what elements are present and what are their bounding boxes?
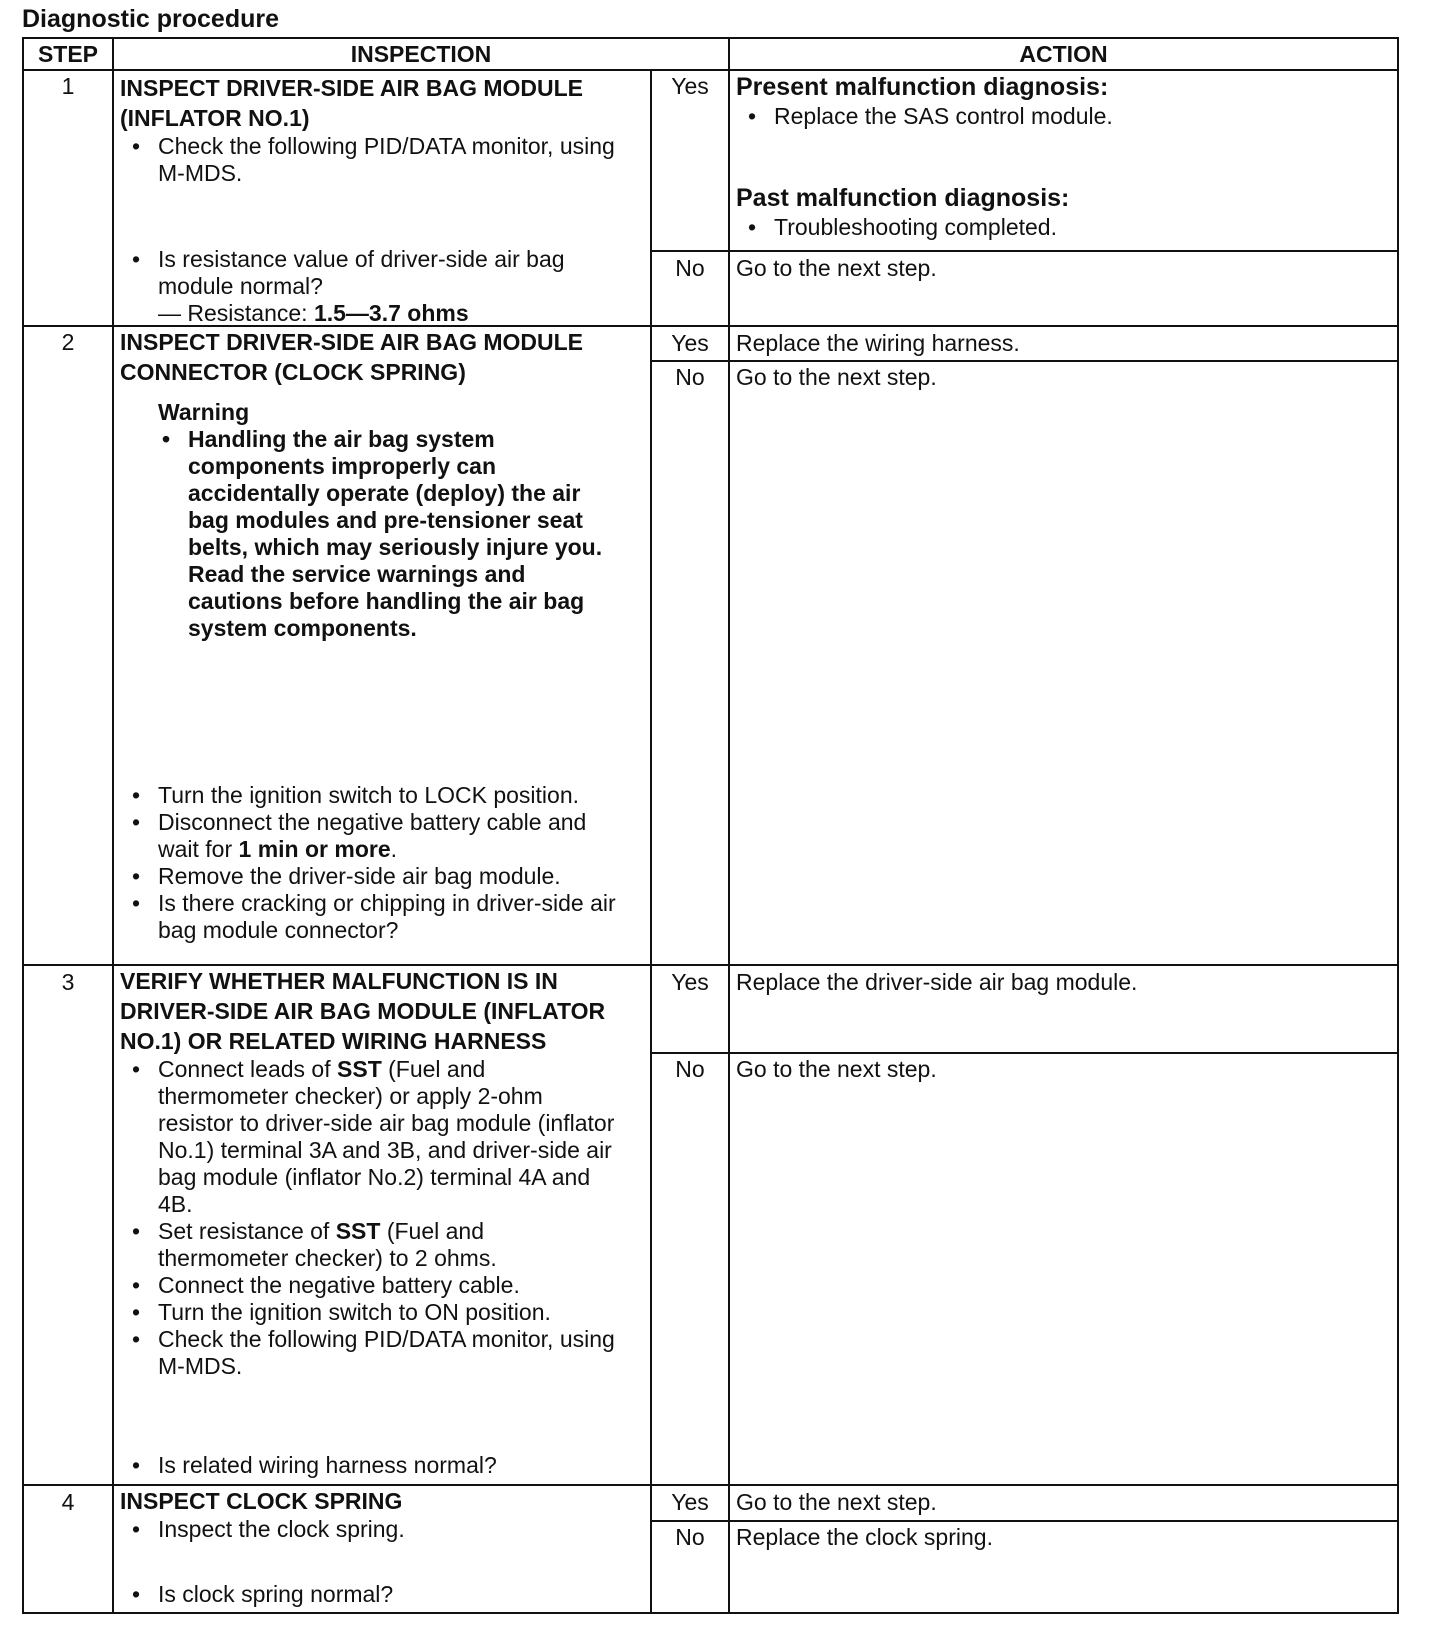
- step1-title-line2: (INFLATOR NO.1): [120, 105, 310, 131]
- table-border-bottom: [22, 1612, 1399, 1614]
- step3-question: [120, 1452, 646, 1479]
- page-title: Diagnostic procedure: [22, 5, 279, 33]
- list-item: • Is there cracking or chipping in driver-side air bag module connector?: [120, 890, 646, 944]
- list-item: • Turn the ignition switch to ON position.: [120, 1299, 646, 1326]
- step4-question: [120, 1581, 646, 1608]
- step3-title-line1: VERIFY WHETHER MALFUNCTION IS IN: [120, 968, 558, 994]
- step-number: 1: [61, 73, 75, 99]
- list-item: • Check the following PID/DATA monitor, using M-MDS.: [120, 1326, 646, 1380]
- step1-title-line1: INSPECT DRIVER-SIDE AIR BAG MODULE: [120, 75, 584, 101]
- step3-no-action: Go to the next step.: [736, 1056, 937, 1082]
- list-item: • Disconnect the negative battery cable and wait for 1 min or more.: [120, 809, 646, 863]
- step3-inspection: [120, 966, 646, 1380]
- yes-no-divider-step2: [650, 360, 1399, 362]
- header-action: ACTION: [1019, 41, 1108, 67]
- warning-title: Warning: [158, 399, 250, 425]
- step1-no-action: Go to the next step.: [736, 255, 937, 281]
- list-item: • Turn the ignition switch to LOCK position.: [120, 782, 646, 809]
- step3-yes-action: Replace the driver-side air bag module.: [736, 969, 1138, 995]
- step1-no-label: No: [675, 255, 705, 281]
- step2-title-line1: INSPECT DRIVER-SIDE AIR BAG MODULE: [120, 329, 584, 355]
- step-number: 2: [61, 329, 75, 355]
- step4-no-label: No: [675, 1524, 705, 1550]
- yes-no-column-divider: [650, 71, 652, 1614]
- list-item: • Replace the SAS control module.: [736, 103, 1392, 130]
- step2-no-label: No: [675, 364, 705, 390]
- step-number: 4: [61, 1489, 75, 1515]
- list-item: • Set resistance of SST (Fuel and thermometer checker) to 2 ohms.: [120, 1218, 646, 1272]
- step3-yes-label: Yes: [671, 969, 709, 995]
- step3-title-line3: NO.1) OR RELATED WIRING HARNESS: [120, 1028, 547, 1054]
- step-number: 3: [61, 969, 75, 995]
- step3-title-line2: DRIVER-SIDE AIR BAG MODULE (INFLATOR: [120, 998, 606, 1024]
- warning-item: • Handling the air bag system components improperly can accidentally operate (deploy) the air bag modules and pre-tensioner seat belts, which may seriously injure you. Read the service warnings and cautions before handling the air bag system components.: [120, 426, 646, 642]
- step1-question: [120, 246, 646, 327]
- step2-no-action: Go to the next step.: [736, 364, 937, 390]
- step4-title-line1: INSPECT CLOCK SPRING: [120, 1488, 403, 1514]
- step-column-divider: [112, 37, 114, 1614]
- resistance-spec: — Resistance: 1.5—3.7 ohms: [158, 300, 469, 326]
- step2-yes-action: Replace the wiring harness.: [736, 330, 1020, 356]
- list-item: • Connect the negative battery cable.: [120, 1272, 646, 1299]
- list-item: • Check the following PID/DATA monitor, using M-MDS.: [120, 133, 646, 187]
- list-item: • Inspect the clock spring.: [120, 1516, 646, 1543]
- step2-yes-label: Yes: [671, 330, 709, 356]
- step1-yes-action: [736, 71, 1392, 241]
- step3-no-label: No: [675, 1056, 705, 1082]
- diagnostic-table: [22, 37, 1399, 1614]
- step4-no-action: Replace the clock spring.: [736, 1524, 993, 1550]
- list-item: • Is resistance value of driver-side air bag module normal?: [120, 246, 646, 300]
- step1-yes-label: Yes: [671, 73, 709, 99]
- past-malfunction-heading: Past malfunction diagnosis:: [736, 184, 1070, 212]
- list-item: • Troubleshooting completed.: [736, 214, 1392, 241]
- list-item: • Is related wiring harness normal?: [120, 1452, 646, 1479]
- step4-yes-label: Yes: [671, 1489, 709, 1515]
- list-item: • Connect leads of SST (Fuel and thermometer checker) or apply 2-ohm resistor to driver-side air bag module (inflator No.1) terminal 3A and 3B, and driver-side air bag module (inflator No.2) terminal 4A and 4B.: [120, 1056, 646, 1218]
- step4-yes-action: Go to the next step.: [736, 1489, 937, 1515]
- header-inspection: INSPECTION: [350, 41, 492, 67]
- yes-no-divider-step3: [650, 1052, 1399, 1054]
- header-step: STEP: [37, 41, 99, 67]
- yes-no-divider-step4: [650, 1520, 1399, 1522]
- step2-procedure: [120, 782, 646, 944]
- step1-inspection: [120, 73, 646, 187]
- step4-inspection: [120, 1486, 646, 1543]
- yes-no-divider-step1: [650, 250, 1399, 252]
- step2-title-line2: CONNECTOR (CLOCK SPRING): [120, 359, 466, 385]
- list-item: • Remove the driver-side air bag module.: [120, 863, 646, 890]
- table-border-left: [22, 37, 24, 1614]
- step2-inspection: [120, 327, 646, 642]
- resistance-value: 1.5—3.7 ohms: [313, 300, 469, 326]
- table-border-right: [1397, 37, 1399, 1614]
- list-item: • Is clock spring normal?: [120, 1581, 646, 1608]
- action-column-divider: [728, 37, 730, 1614]
- present-malfunction-heading: Present malfunction diagnosis:: [736, 73, 1109, 101]
